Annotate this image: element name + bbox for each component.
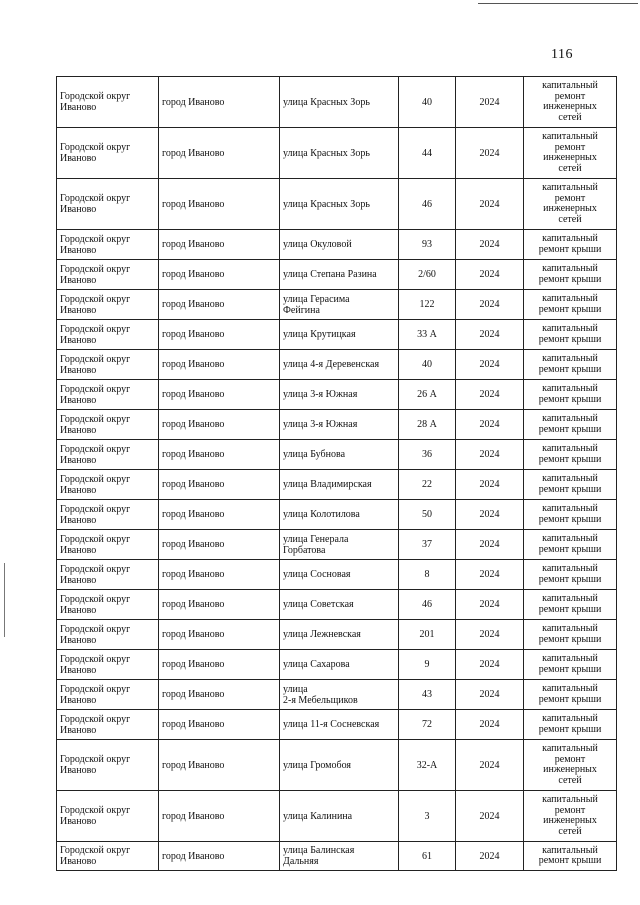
work-type-cell-line: капитальный [542,131,598,142]
year-cell: 2024 [456,350,524,380]
work-type-cell-line: капитальный [542,794,598,805]
city-cell: город Иваново [159,128,280,179]
work-type-cell-line: капитальный [542,443,598,454]
year-cell: 2024 [456,470,524,500]
street-cell-line: улица 4-я Деревенская [283,359,380,370]
work-type-cell [524,440,617,470]
city-cell: город Иваново [159,410,280,440]
house-number-cell: 43 [399,680,456,710]
street-cell [280,791,399,842]
work-type-cell-line: ремонт крыши [538,855,602,866]
work-type-cell [524,710,617,740]
district-cell-line: Городской округ [60,413,131,425]
street-cell [280,842,399,871]
work-type-cell-line: ремонт крыши [538,273,602,285]
work-type-cell [524,530,617,560]
table-row [57,410,617,440]
district-cell-line: Иваново [60,394,97,406]
street-cell-line: улица Красных Зорь [283,198,370,210]
work-type-cell-line: ремонт крыши [538,243,602,255]
street-cell [280,680,399,710]
table-row [57,440,617,470]
city-cell: город Иваново [159,740,280,791]
page-number: 116 [551,47,573,62]
district-cell-line: Иваново [60,574,97,586]
work-type-cell-line: ремонт [554,804,586,816]
house-number-cell: 46 [399,590,456,620]
district-cell-line: Городской округ [60,323,131,335]
work-type-cell-line: ремонт крыши [538,363,602,375]
district-cell-line: Иваново [60,816,97,827]
street-cell [280,320,399,350]
table-row [57,530,617,560]
district-cell-line: Иваново [60,664,97,676]
city-cell: город Иваново [159,650,280,680]
district-cell [57,842,159,871]
street-cell-line: улица Крутицкая [283,329,356,340]
year-cell: 2024 [456,380,524,410]
street-cell [280,620,399,650]
table-body [57,77,617,871]
district-cell-line: Городской округ [60,653,131,665]
house-number-cell: 50 [399,500,456,530]
work-type-cell [524,320,617,350]
city-cell: город Иваново [159,500,280,530]
district-cell-line: Городской округ [60,713,131,725]
district-cell-line: Иваново [60,694,97,706]
city-cell: город Иваново [159,710,280,740]
work-type-cell-line: капитальный [542,263,598,274]
work-type-cell-line: ремонт [554,141,586,153]
street-cell-line: Горбатова [283,544,326,556]
work-type-cell-line: ремонт [554,192,586,204]
district-cell-line: Городской округ [60,473,131,485]
work-type-cell-line: ремонт крыши [538,603,602,615]
house-number-cell: 28 А [399,410,456,440]
work-type-cell-line: капитальный [542,623,598,634]
street-cell-line: улица [283,683,308,695]
street-cell-line: улица Владимирская [283,479,372,490]
work-type-cell-line: инженерных [543,815,597,826]
table-row [57,500,617,530]
work-type-cell [524,179,617,230]
house-number-cell: 3 [399,791,456,842]
house-number-cell: 201 [399,620,456,650]
street-cell-line: улица Сахарова [283,659,350,670]
city-cell: город Иваново [159,620,280,650]
table-row [57,590,617,620]
work-type-cell [524,380,617,410]
district-cell-line: Иваново [60,102,97,113]
table-row [57,350,617,380]
house-number-cell: 122 [399,290,456,320]
table-row [57,650,617,680]
district-cell [57,320,159,350]
street-cell [280,260,399,290]
district-cell-line: Городской округ [60,193,131,204]
house-number-cell: 33 А [399,320,456,350]
district-cell [57,740,159,791]
street-cell [280,350,399,380]
table-row [57,320,617,350]
city-cell: город Иваново [159,260,280,290]
district-cell-line: Городской округ [60,683,131,695]
street-cell-line: улица Окуловой [283,239,352,250]
year-cell: 2024 [456,128,524,179]
table-row [57,179,617,230]
work-type-cell-line: капитальный [542,563,598,574]
city-cell: город Иваново [159,350,280,380]
house-number-cell: 8 [399,560,456,590]
street-cell-line: Дальняя [283,856,319,867]
street-cell-line: улица Красных Зорь [283,96,370,108]
district-cell-line: Городской округ [60,533,131,545]
house-number-cell: 44 [399,128,456,179]
work-type-cell [524,350,617,380]
city-cell: город Иваново [159,590,280,620]
district-cell-line: Иваново [60,544,97,556]
year-cell: 2024 [456,230,524,260]
district-cell-line: Городской округ [60,593,131,605]
table-row [57,230,617,260]
year-cell: 2024 [456,740,524,791]
district-cell [57,620,159,650]
table-row [57,560,617,590]
work-type-cell-line: капитальный [542,533,598,544]
work-type-cell [524,590,617,620]
district-cell [57,179,159,230]
work-type-cell [524,470,617,500]
work-type-cell-line: инженерных [543,101,597,112]
district-cell-line: Городской округ [60,233,131,245]
work-type-cell-line: ремонт крыши [538,333,602,345]
district-cell-line: Городской округ [60,263,131,275]
city-cell: город Иваново [159,530,280,560]
year-cell: 2024 [456,560,524,590]
work-type-cell [524,650,617,680]
street-cell-line: 2-я Мебельщиков [283,694,358,706]
district-cell-line: Иваново [60,424,97,436]
work-type-cell-line: капитальный [542,293,598,304]
district-cell [57,791,159,842]
city-cell: город Иваново [159,290,280,320]
city-cell: город Иваново [159,77,280,128]
house-number-cell: 32-А [399,740,456,791]
street-cell-line: улица Советская [283,599,354,610]
year-cell: 2024 [456,260,524,290]
district-cell-line: Городской округ [60,754,131,765]
city-cell: город Иваново [159,380,280,410]
district-cell [57,530,159,560]
street-cell [280,650,399,680]
house-number-cell: 2/60 [399,260,456,290]
street-cell-line: улица Колотилова [283,509,360,520]
work-type-cell-line: ремонт крыши [538,513,602,525]
district-cell-line: Городской округ [60,91,131,102]
work-type-cell [524,77,617,128]
city-cell: город Иваново [159,791,280,842]
district-cell [57,410,159,440]
work-type-cell [524,290,617,320]
work-type-cell-line: капитальный [542,593,598,604]
year-cell: 2024 [456,650,524,680]
district-cell-line: Городской округ [60,353,131,365]
year-cell: 2024 [456,290,524,320]
district-cell-line: Иваново [60,304,97,316]
work-type-cell-line: ремонт крыши [538,693,602,705]
district-cell [57,500,159,530]
work-type-cell-line: капитальный [542,743,598,754]
work-type-cell-line: капитальный [542,713,598,724]
work-type-cell-line: ремонт [554,90,586,102]
district-cell-line: Иваново [60,856,97,867]
street-cell-line: Фейгина [283,304,320,316]
street-cell [280,440,399,470]
work-type-cell-line: капитальный [542,80,598,91]
table-row [57,290,617,320]
district-cell-line: Городской округ [60,805,131,816]
work-type-cell [524,128,617,179]
work-type-cell-line: ремонт крыши [538,633,602,645]
work-type-cell-line: капитальный [542,182,598,193]
work-type-cell-line: ремонт крыши [538,453,602,465]
year-cell: 2024 [456,791,524,842]
work-type-cell-line: сетей [558,213,582,225]
district-cell-line: Иваново [60,604,97,616]
district-cell [57,650,159,680]
work-type-cell-line: инженерных [543,152,597,163]
work-type-cell [524,260,617,290]
margin-mark [4,563,5,637]
year-cell: 2024 [456,590,524,620]
house-number-cell: 36 [399,440,456,470]
house-number-cell: 46 [399,179,456,230]
work-type-cell [524,230,617,260]
house-number-cell: 40 [399,350,456,380]
district-cell-line: Иваново [60,204,97,215]
year-cell: 2024 [456,440,524,470]
work-type-cell-line: капитальный [542,844,598,856]
street-cell-line: улица 11-я Сосневская [283,719,380,730]
street-cell-line: улица Бубнова [283,449,346,460]
district-cell [57,680,159,710]
year-cell: 2024 [456,842,524,871]
street-cell [280,128,399,179]
year-cell: 2024 [456,77,524,128]
district-cell-line: Городской округ [60,443,131,455]
work-type-cell [524,620,617,650]
year-cell: 2024 [456,710,524,740]
street-cell-line: улица Калинина [283,810,353,822]
work-type-cell-line: ремонт крыши [538,573,602,585]
street-cell-line: улица Герасима [283,293,350,305]
city-cell: город Иваново [159,320,280,350]
city-cell: город Иваново [159,179,280,230]
work-type-cell-line: ремонт крыши [538,663,602,675]
work-type-cell-line: капитальный [542,383,598,394]
house-number-cell: 93 [399,230,456,260]
district-cell-line: Иваново [60,484,97,496]
work-type-cell-line: капитальный [542,653,598,664]
work-type-cell-line: сетей [558,825,582,837]
street-cell-line: улица 3-я Южная [283,419,358,430]
district-cell-line: Городской округ [60,623,131,635]
street-cell [280,410,399,440]
district-cell [57,260,159,290]
header-rule [478,3,638,4]
street-cell [280,590,399,620]
table-row [57,710,617,740]
district-cell [57,440,159,470]
district-cell [57,290,159,320]
table-row [57,680,617,710]
city-cell: город Иваново [159,470,280,500]
house-number-cell: 9 [399,650,456,680]
district-cell [57,470,159,500]
city-cell: город Иваново [159,560,280,590]
work-type-cell [524,791,617,842]
district-cell [57,380,159,410]
table-row [57,842,617,871]
district-cell-line: Иваново [60,274,97,286]
work-type-cell [524,560,617,590]
year-cell: 2024 [456,620,524,650]
district-cell-line: Городской округ [60,293,131,305]
house-number-cell: 37 [399,530,456,560]
district-cell-line: Иваново [60,514,97,526]
street-cell [280,740,399,791]
district-cell-line: Городской округ [60,845,131,856]
work-type-cell-line: ремонт крыши [538,303,602,315]
work-type-cell-line: сетей [558,774,582,786]
work-type-cell [524,842,617,871]
street-cell [280,470,399,500]
street-cell-line: улица Лежневская [283,629,361,640]
district-cell [57,710,159,740]
work-type-cell-line: капитальный [542,503,598,514]
district-cell-line: Иваново [60,364,97,376]
work-type-cell-line: инженерных [543,764,597,775]
house-number-cell: 26 А [399,380,456,410]
year-cell: 2024 [456,500,524,530]
district-cell-line: Иваново [60,724,97,736]
city-cell: город Иваново [159,842,280,871]
table-row [57,128,617,179]
year-cell: 2024 [456,530,524,560]
work-type-cell-line: инженерных [543,203,597,214]
work-type-cell-line: капитальный [542,323,598,334]
street-cell [280,530,399,560]
table-row [57,260,617,290]
district-cell [57,230,159,260]
table-row [57,791,617,842]
street-cell [280,500,399,530]
work-type-cell [524,410,617,440]
year-cell: 2024 [456,179,524,230]
table-row [57,470,617,500]
work-type-cell-line: ремонт крыши [538,393,602,405]
table-row [57,77,617,128]
street-cell [280,230,399,260]
work-type-cell-line: ремонт крыши [538,543,602,555]
district-cell [57,590,159,620]
street-cell-line: улица Сосновая [283,569,351,580]
house-number-cell: 40 [399,77,456,128]
house-number-cell: 61 [399,842,456,871]
street-cell-line: улица Красных Зорь [283,147,370,159]
year-cell: 2024 [456,320,524,350]
house-number-cell: 22 [399,470,456,500]
district-cell-line: Городской округ [60,383,131,395]
district-cell [57,560,159,590]
street-cell [280,710,399,740]
work-type-cell-line: капитальный [542,413,598,424]
district-cell [57,77,159,128]
table-row [57,380,617,410]
district-cell-line: Иваново [60,454,97,466]
work-type-cell [524,680,617,710]
street-cell-line: улица Громобоя [283,759,351,771]
work-type-cell [524,500,617,530]
work-type-cell-line: ремонт [554,753,586,765]
street-cell-line: улица 3-я Южная [283,389,358,400]
street-cell-line: улица Степана Разина [283,269,377,280]
street-cell [280,560,399,590]
work-type-cell-line: капитальный [542,473,598,484]
street-cell [280,290,399,320]
work-type-cell-line: сетей [558,111,582,123]
street-cell [280,77,399,128]
year-cell: 2024 [456,680,524,710]
table-row [57,740,617,791]
district-cell [57,128,159,179]
city-cell: город Иваново [159,440,280,470]
district-cell-line: Иваново [60,153,97,164]
work-type-cell-line: ремонт крыши [538,483,602,495]
street-cell [280,380,399,410]
district-cell [57,350,159,380]
district-cell-line: Городской округ [60,563,131,575]
street-cell-line: улица Балинская [283,845,355,856]
work-type-cell-line: сетей [558,162,582,174]
city-cell: город Иваново [159,230,280,260]
district-cell-line: Иваново [60,765,97,776]
street-cell-line: улица Генерала [283,533,349,545]
work-type-cell-line: ремонт крыши [538,723,602,735]
district-cell-line: Иваново [60,334,97,346]
work-type-cell [524,740,617,791]
house-number-cell: 72 [399,710,456,740]
work-type-cell-line: капитальный [542,233,598,244]
work-type-cell-line: капитальный [542,353,598,364]
city-cell: город Иваново [159,680,280,710]
district-cell-line: Городской округ [60,503,131,515]
work-type-cell-line: ремонт крыши [538,423,602,435]
district-cell-line: Городской округ [60,142,131,153]
district-cell-line: Иваново [60,244,97,256]
street-cell [280,179,399,230]
district-cell-line: Иваново [60,634,97,646]
table-row [57,620,617,650]
repair-schedule-table [56,76,617,871]
work-type-cell-line: капитальный [542,683,598,694]
year-cell: 2024 [456,410,524,440]
